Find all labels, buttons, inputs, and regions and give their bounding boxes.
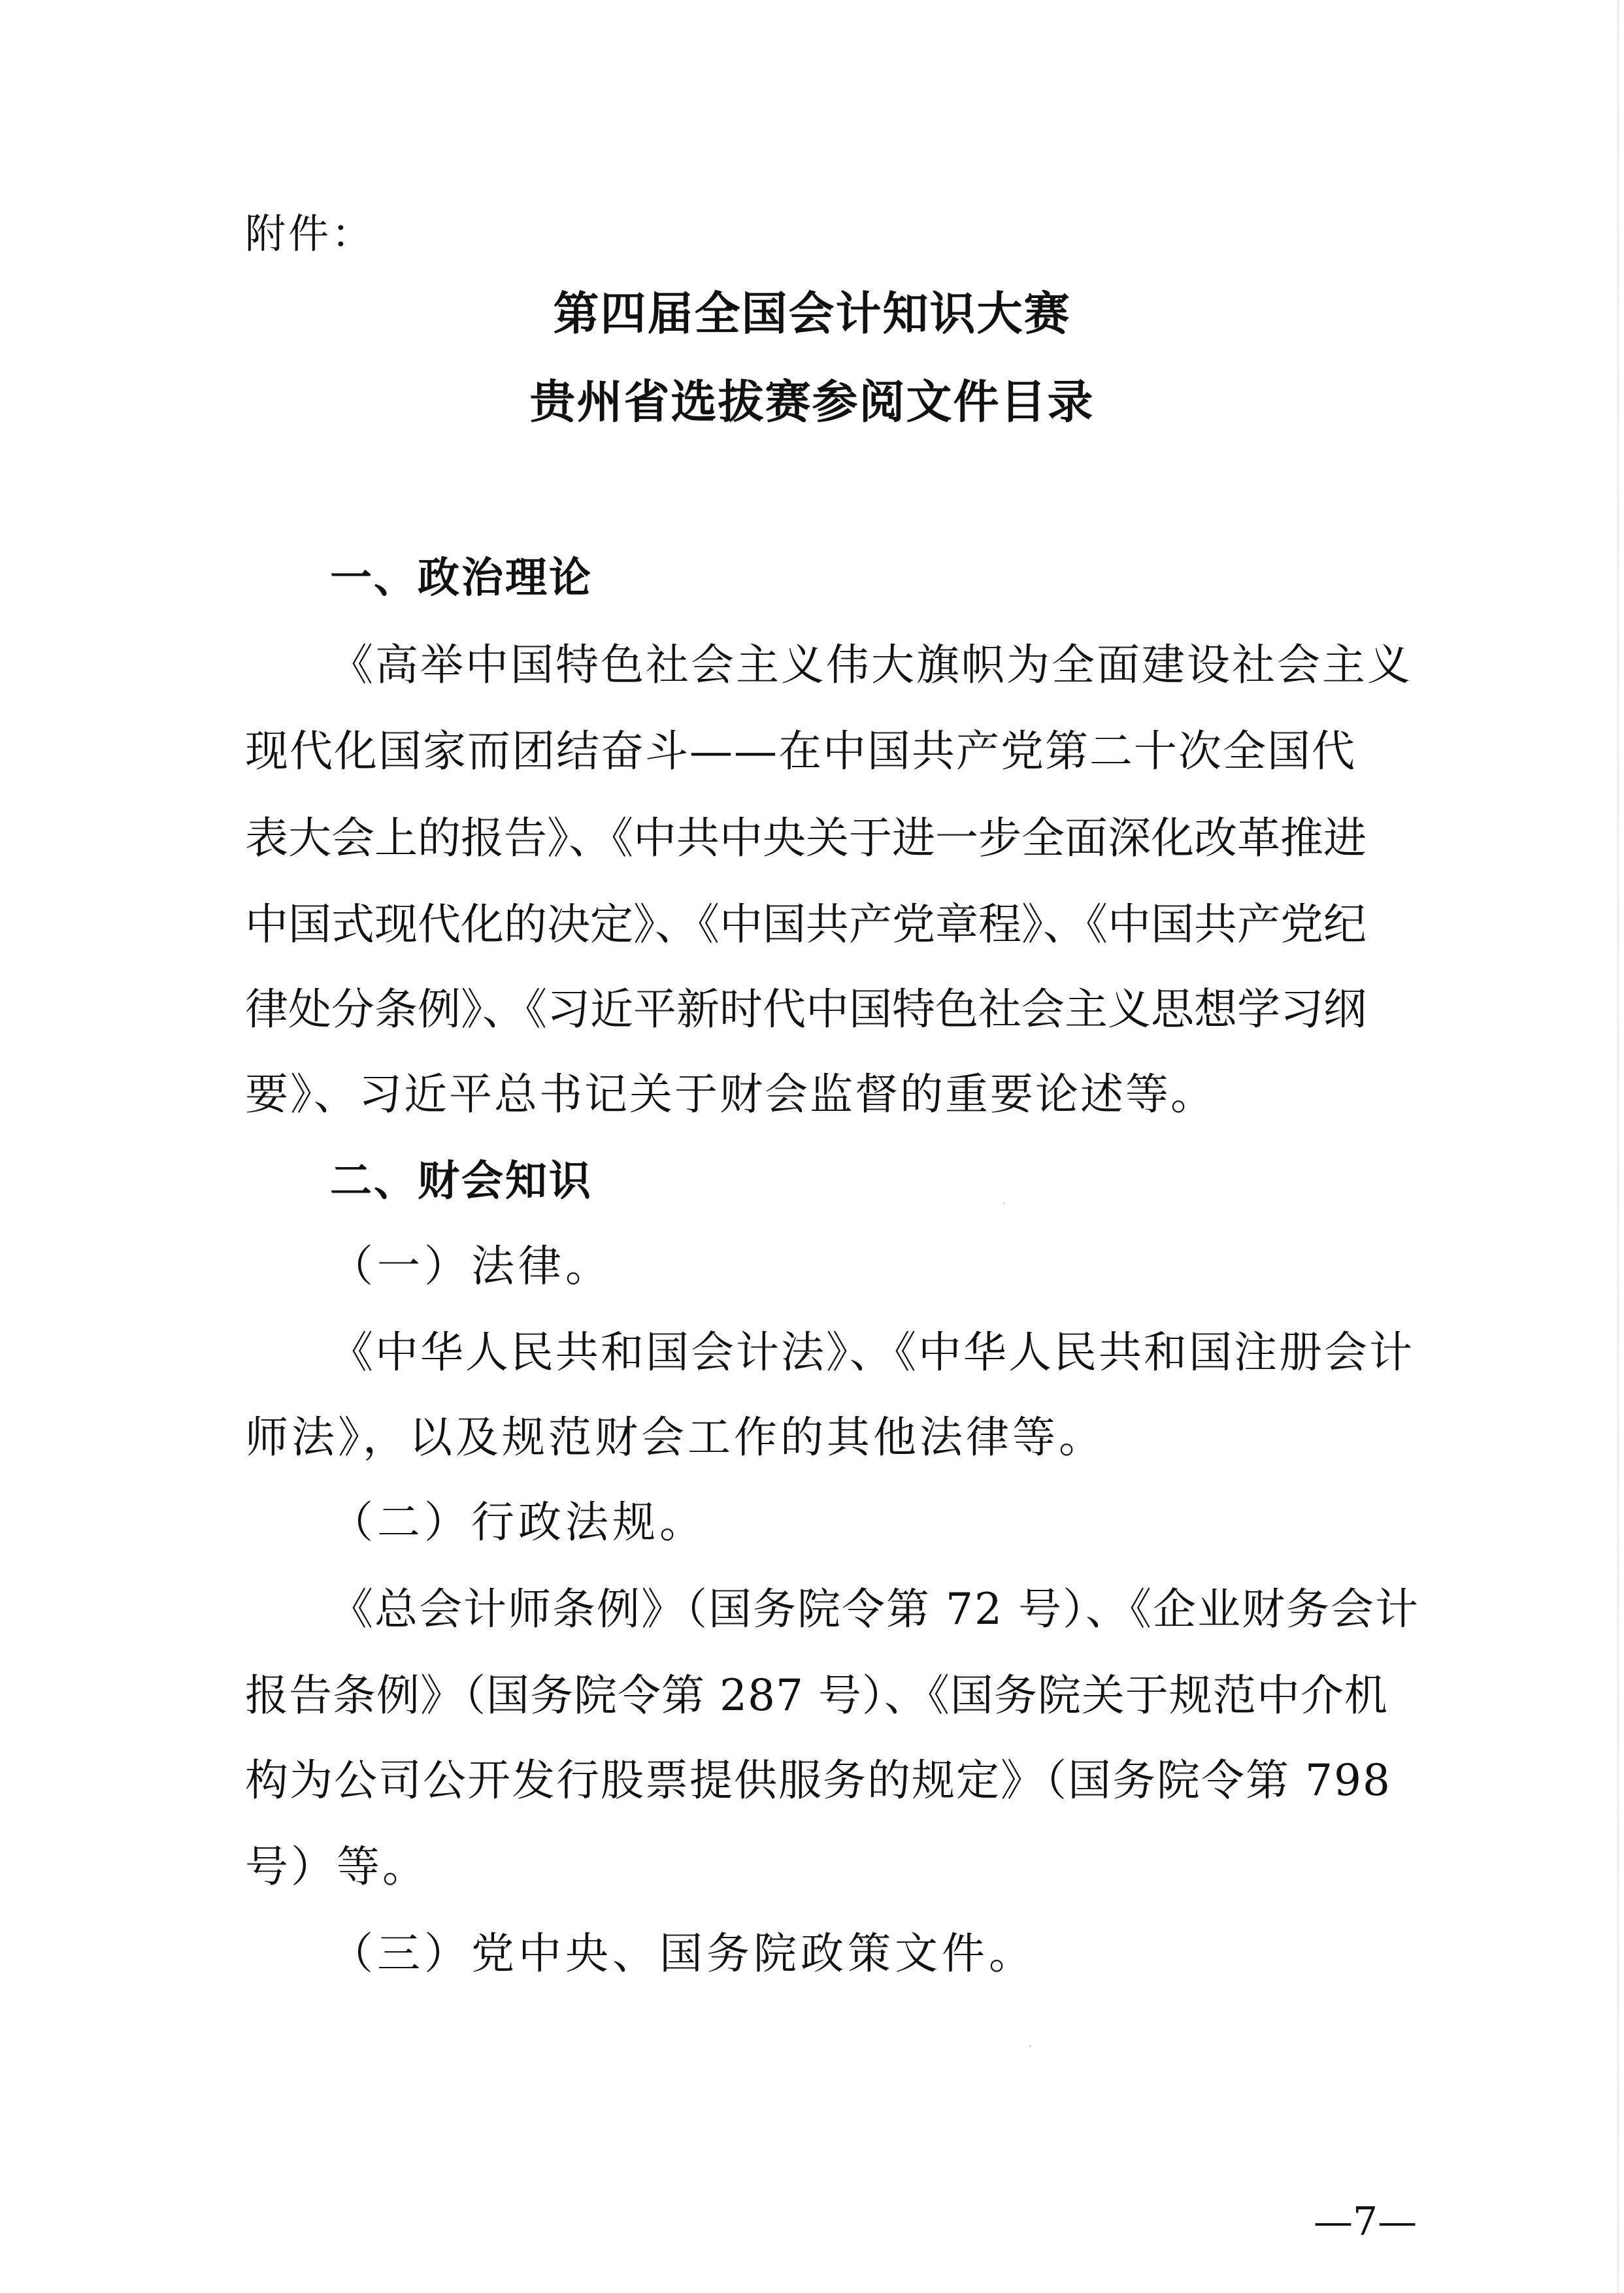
paragraph-line: 要》、习近平总书记关于财会监督的重要论述等。 <box>245 1069 1216 1119</box>
document-title-line-2: 贵州省选拔赛参阅文件目录 <box>529 374 1095 429</box>
scan-speck <box>1003 1202 1005 1204</box>
page-number: —7— <box>1314 2199 1417 2245</box>
paragraph-line: 现代化国家而团结奋斗——在中国共产党第二十次全国代 <box>245 726 1356 776</box>
paragraph-line: 《高举中国特色社会主义伟大旗帜为全面建设社会主义 <box>330 640 1412 690</box>
section-heading-finance: 二、财会知识 <box>330 1157 593 1206</box>
paragraph-line: 《总会计师条例》（国务院令第 72 号）、《企业财务会计 <box>330 1584 1419 1634</box>
paragraph-line: 《中华人民共和国会计法》、《中华人民共和国注册会计 <box>330 1327 1414 1377</box>
paragraph-line: 律处分条例》、《习近平新时代中国特色社会主义思想学习纲 <box>245 984 1367 1034</box>
paragraph-line: 中国式现代化的决定》、《中国共产党章程》、《中国共产党纪 <box>245 899 1367 949</box>
subsection-label-regulations: （二）行政法规。 <box>330 1497 706 1547</box>
section-heading-politics: 一、政治理论 <box>330 553 593 602</box>
paragraph-line: 构为公司公开发行股票提供服务的规定》（国务院令第 798 <box>245 1755 1391 1806</box>
attachment-label: 附件： <box>245 210 375 257</box>
paragraph-line: 师法》，以及规范财会工作的其他法律等。 <box>245 1412 1105 1462</box>
subsection-label-policy: （三）党中央、国务院政策文件。 <box>330 1928 1036 1979</box>
paragraph-line: 号）等。 <box>245 1841 428 1892</box>
document-title-line-1: 第四届全国会计知识大赛 <box>553 286 1071 340</box>
subsection-label-law: （一）法律。 <box>330 1241 612 1291</box>
paragraph-line: 表大会上的报告》、《中共中央关于进一步全面深化改革推进 <box>245 813 1367 863</box>
scan-speck <box>1029 2045 1031 2047</box>
paragraph-line: 报告条例》（国务院令第 287 号）、《国务院关于规范中介机 <box>245 1670 1388 1721</box>
